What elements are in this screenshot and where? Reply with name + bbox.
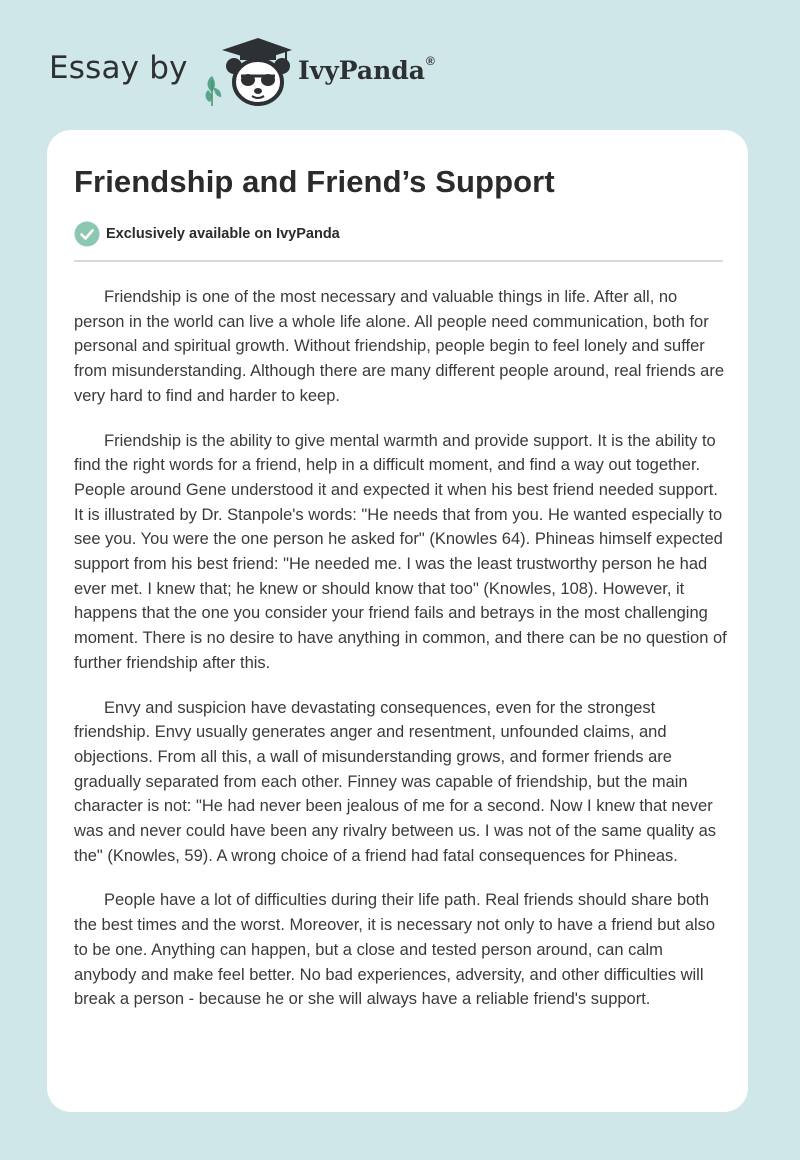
paragraph: Envy and suspicion have devastating consequences, even for the strongest friendship. Envy usually generates anger and resentment, unfounded claims, and objections. From all this, a wall of misunderstanding grows, and former friends are gradually separated from each other. Finney was capable of friendship, but the main character is not: "He had never been jealous of me for a second. Now I knew that never was and never could have been any rivalry between us. I was not of the same quality as the" (Knowles, 59). A wrong choice of a friend had fatal consequences for Phineas. (74, 698, 717, 865)
exclusive-badge (74, 221, 340, 247)
page-title: Friendship and Friend’s Support (74, 164, 555, 199)
ivy-leaf-icon (206, 76, 222, 106)
check-circle-icon (74, 221, 100, 247)
paragraph: People have a lot of difficulties during their life path. Real friends should share both the best times and the worst. Moreover, it is necessary not only to have a friend but also to be one. Anything can happen, but a close and tested person around, can calm anybody and make feel better. No bad experiences, adversity, and other difficulties will break a person - because he or she will always have a reliable friend's support. (74, 891, 716, 1009)
paragraph: Friendship is one of the most necessary and valuable things in life. After all, no person in the world can live a whole life alone. All people need communication, both for personal and spiritual growth. Without friendship, people begin to feel lonely and suffer from misunderstanding. Although there are many different people around, real friends are very hard to find and harder to keep. (74, 288, 725, 405)
brand-name[interactable] (298, 56, 434, 85)
panda-graduate-logo-icon[interactable] (202, 36, 294, 108)
divider (74, 260, 723, 262)
registered-mark: ® (425, 54, 435, 68)
site-header (47, 36, 547, 108)
paragraph: Friendship is the ability to give mental warmth and provide support. It is the ability to find the right words for a friend, help in a difficult moment, and find a way out together. People around Gene understood it and expected it when his best friend needed support. It is illustrated by Dr. Stanpole's words: "He needs that from you. He wanted especially to see you. You were the one person he asked for" (Knowles 64). Phineas himself expected support from his best friend: "He needed me. I was the least trustworthy person he had ever met. I knew that; he knew or should know that too" (Knowles, 108). However, it happens that the one you consider your friend fails and betrays in the most challenging moment. There is no desire to have anything in common, and there can be no question of further friendship after this. (74, 431, 727, 672)
brand-text: IvyPanda (298, 56, 425, 85)
essay-by-label: Essay by (49, 50, 188, 86)
essay-body (74, 285, 728, 1032)
exclusive-label: Exclusively available on IvyPanda (106, 226, 340, 242)
essay-card (47, 130, 748, 1112)
